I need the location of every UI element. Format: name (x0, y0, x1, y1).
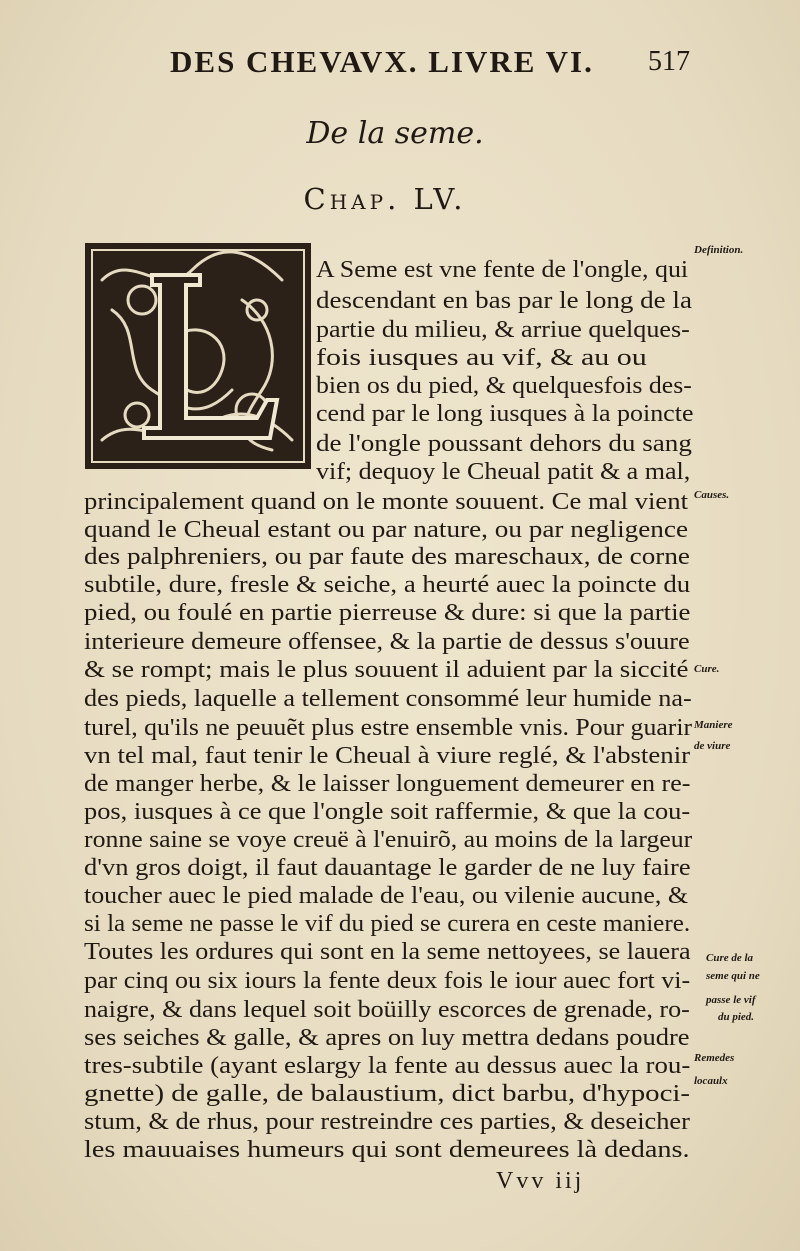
running-header (170, 44, 730, 80)
text-line: naigre, & dans lequel soit boüilly escorces de grenade, ro- (84, 997, 690, 1023)
margin-note: Definition. (694, 244, 744, 256)
text-line: stum, & de rhus, pour restreindre ces parties, & deseicher (84, 1109, 690, 1135)
text-line: des pieds, laquelle a tellement consommé leur humide na- (84, 686, 692, 712)
text-line: les mauuaises humeurs qui sont demeurees là dedans. (84, 1137, 690, 1163)
margin-note: de viure (694, 740, 731, 752)
text-line: Toutes les ordures qui sont en la seme nettoyees, se lauera (84, 939, 691, 965)
chapter-heading: Chap. LV. (303, 182, 467, 216)
text-line: interieure demeure offensee, & la partie de dessus s'ouure (84, 629, 690, 655)
margin-note: Causes. (694, 489, 730, 501)
text-line: de manger herbe, & le laisser longuement demeurer en re- (84, 771, 691, 797)
text-line: pos, iusques à ce que l'ongle soit raffermie, & que la cou- (84, 799, 691, 825)
section-title: De la seme. (306, 116, 484, 151)
text-line: turel, qu'ils ne peuuẽt plus estre ensemble vnis. Pour guarir (84, 715, 693, 741)
text-line: tres-subtile (ayant eslargy la fente au dessus auec la rou- (84, 1053, 691, 1079)
text-line: d'vn gros doigt, il faut dauantage le garder de ne luy faire (84, 855, 691, 881)
text-line: pied, ou foulé en partie pierreuse & dure: si que la partie (84, 600, 691, 626)
margin-note: Cure de la (706, 952, 754, 964)
text-line: & se rompt; mais le plus souuent il aduient par la siccité (84, 657, 689, 683)
text-line: A Seme est vne fente de l'ongle, qui (316, 257, 689, 283)
text-line: bien os du pied, & quelquesfois des- (316, 373, 692, 399)
text-line: fois iusques au vif, & au ou (316, 345, 647, 371)
signature-mark: Vvv iij (496, 1168, 585, 1194)
text-line: vn tel mal, faut tenir le Cheual à viure reglé, & l'abstenir (84, 743, 691, 769)
ornamental-initial (82, 240, 314, 472)
text-line: ses seiches & galle, & apres on luy mettra dedans poudre (84, 1025, 690, 1051)
text-line: vif; dequoy le Cheual patit & a mal, (316, 459, 691, 485)
text-line: principalement quand on le monte souuent. Ce mal vient (84, 489, 689, 515)
margin-note: passe le vif (706, 994, 756, 1006)
margin-note: seme qui ne (706, 970, 760, 982)
margin-note: Remedes (694, 1052, 735, 1064)
text-line: partie du milieu, & arriue quelques- (316, 317, 690, 343)
text-line: toucher auec le pied malade de l'eau, ou vilenie aucune, & (84, 883, 689, 909)
text-line: gnette) de galle, de balaustium, dict barbu, d'hypoci- (84, 1081, 691, 1107)
text-line: cend par le long iusques à la poincte (316, 401, 694, 427)
page-number: 517 (648, 46, 690, 77)
ornamental-initial-graphic (82, 240, 314, 472)
running-title: DES CHEVAVX. LIVRE VI. (170, 44, 594, 79)
margin-note: Maniere (694, 719, 733, 731)
margin-note: du pied. (718, 1011, 755, 1023)
text-line: des palphreniers, ou par faute des mareschaux, de corne (84, 544, 690, 570)
text-line: par cinq ou six iours la fente deux fois le iour auec fort vi- (84, 968, 691, 994)
text-line: descendant en bas par le long de la (316, 288, 692, 314)
text-line: si la seme ne passe le vif du pied se curera en ceste maniere. (84, 911, 691, 937)
text-line: quand le Cheual estant ou par nature, ou par negligence (84, 517, 689, 543)
margin-note: Cure. (694, 663, 720, 675)
margin-note: locaulx (694, 1075, 728, 1087)
text-line: de l'ongle poussant dehors du sang (316, 431, 692, 457)
text-line: ronne saine se voye creuë à l'enuirõ, au moins de la largeur (84, 827, 693, 853)
text-line: subtile, dure, fresle & seiche, a heurté auec la poincte du (84, 572, 691, 598)
